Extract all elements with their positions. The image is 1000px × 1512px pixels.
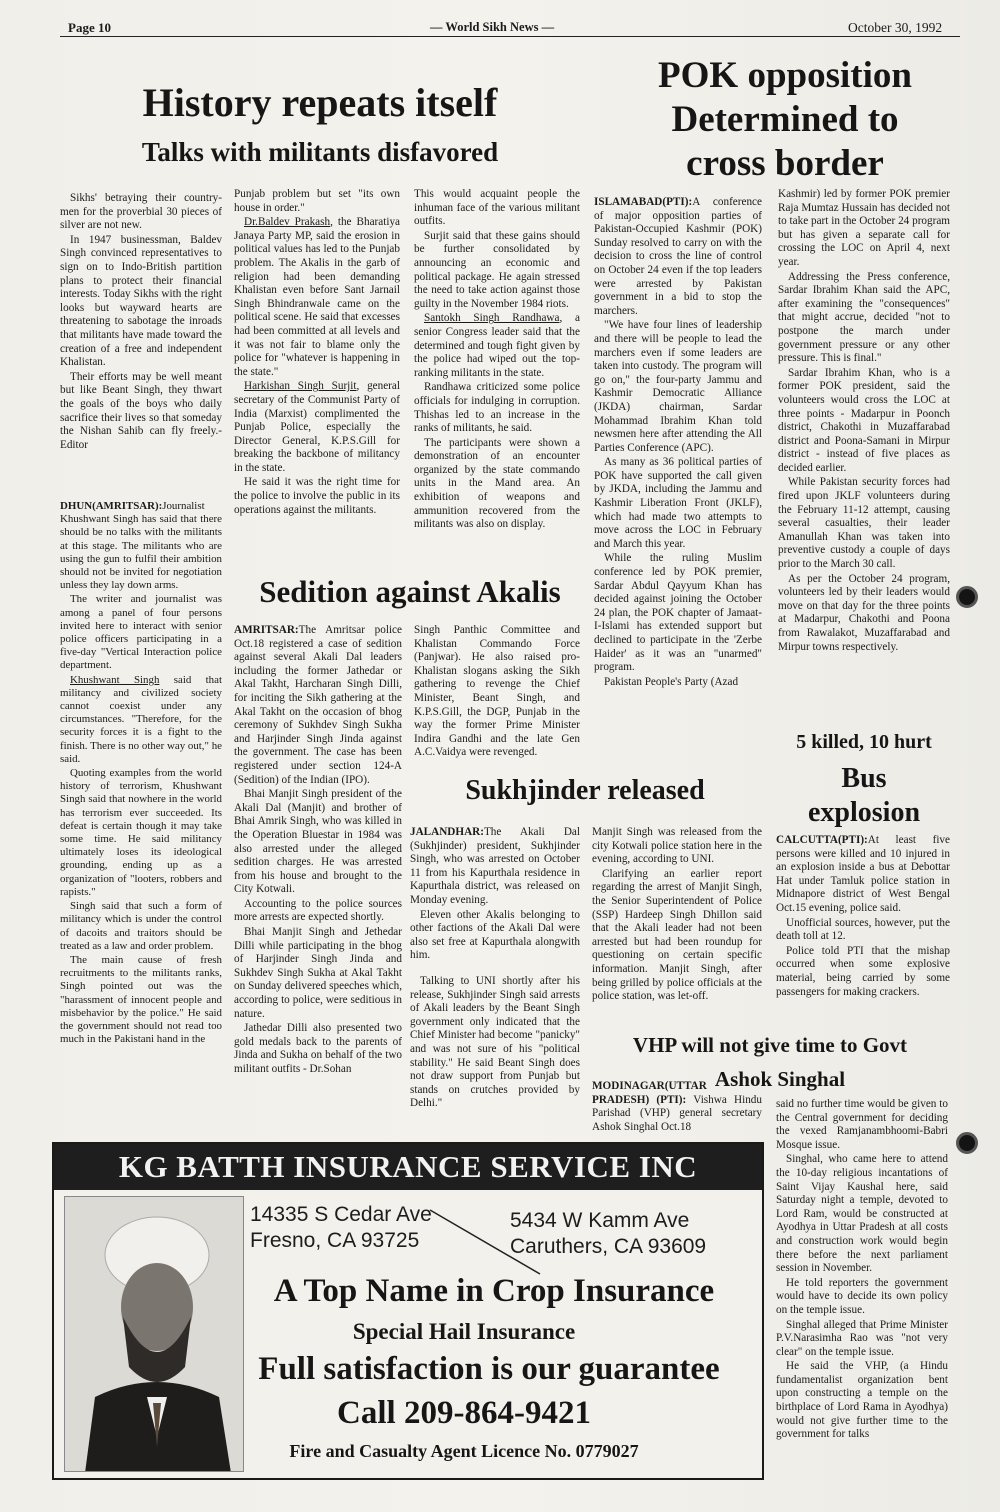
paragraph: Dr.Baldev Prakash, the Bharatiya Janaya Party MP, said the erosion in political values has led to the Punjab problem. The Akalis in the garb of religion had been demanding Khalistan even before Sant Jarnail Singh Bhindranwale came on the political scene. He said that excesses had been committed at all levels and it was not fair to blame only the police for "whatever is happening in the state." [234,216,400,378]
paragraph: Addressing the Press conference, Sardar Ibrahim Khan said the APC, after examining the "consequences" that might accrue, decided "not to postpone the march under government pressure or any other pressure. This is final." [778,270,950,365]
dateline: AMRITSAR: [234,624,299,636]
paragraph: Sikhs' betraying their country-men for the proverbial 30 pieces of silver are not new. [60,192,222,232]
headline-line: explosion [807,797,921,828]
sedition-col-a [234,624,402,1078]
paragraph: Singh Panthic Committee and Khalistan Commando Force (Panjwar). He also raised pro-Khalistan slogans asking the Sikh gathering to revenge the Chief Minister, Beant Singh, and K.P.S.Gill, the DGP, Punjab in the way the former Prime Minister Indira Gandhi and the late Gen A.C.Vaidya were revenged. [414,624,580,759]
paragraph: Clarifying an earlier report regarding the arrest of Manjit Singh, the Senior Superintendent of Police (SSP) Hardeep Singh Dhillon said that the Akali leader had not been arrested but had been roundup for questioning on certain specific information. Manjit Singh, after being grilled by police officials at the police station, was let-off. [592,867,762,1003]
ad-hail: Special Hail Insurance [352,1319,576,1344]
paragraph: As per the October 24 program, volunteers led by their leaders would move on that day for the three points at Madarpur, Chakothi and Poona from Rawalakot, Muzaffarabad and Mirpur towns respectively. [778,572,950,653]
paragraph: Harkishan Singh Surjit, general secretary of the Communist Party of India (Marxist) complimented the Punjab Police, especially the Director General, K.P.S.Gill for breaking the backbone of militancy in the state. [234,380,400,474]
history-col-3 [414,188,580,533]
dateline: MODINAGAR(UTTAR PRADESH) (PTI): [592,1080,707,1106]
pok-col-a [594,196,762,690]
bus-kicker: 5 killed, 10 hurt [796,731,932,753]
paragraph: Khushwant Singh said that militancy and civilized society cannot coexist under any circumstances. "Therefore, for the security forces it is a fight to the finish. There is no other way out," he said. [60,673,222,765]
vhp-subhead: Ashok Singhal [714,1067,846,1091]
paragraph: In 1947 businessman, Baldev Singh convinced representatives to sign on to Indo-British partition plans to protect their financial interests. Today Sikhs with the right looks but wayward hearts are threatening to sabotage the inroads that militants have made toward the creation of a free and independent Khalistan. [60,233,222,369]
paragraph: The main cause of fresh recruitments to the militants ranks, Singh pointed out was the "harassment of innocent people and misbehavior by the police." He said the government should not read too much in the Pakistani hand in the [60,953,222,1046]
headline-line: POK opposition [658,55,912,96]
editorial-note [60,192,222,453]
agent-photo [64,1196,244,1472]
ad-licence: Fire and Casualty Agent Licence No. 0779027 [289,1441,639,1461]
portrait-image [65,1197,244,1472]
header-rule [60,36,960,37]
paragraph: Bhai Manjit Singh president of the Akali Dal (Manjit) and brother of Bhai Amrik Singh, who was killed in the Operation Bluestar in 1984 was also arrested under the alleged sedition charges. He was arrested from his house and brought to the City Kotwali. [234,788,402,896]
paragraph: Santokh Singh Randhawa, a senior Congress leader said that the determined and tough fight given by the police had wiped out the top-ranking militants in the state. [414,312,580,379]
paragraph: JALANDHAR:The Akali Dal (Sukhjinder) president, Sukhjinder Singh, who was arrested on October 11 from his Kapurthala residence in Kapurthala district, was released on Monday evening. [410,826,580,906]
history-col-1 [60,500,222,1047]
paragraph: He told reporters the government would have to decide its own policy on the temple issue. [776,1276,948,1316]
paragraph: Singhal alleged that Prime Minister P.V.Narasimha Rao was "not very clear" on the temple issue. [776,1318,948,1358]
name-underlined: Harkishan Singh Surjit [244,380,357,393]
headline-line: cross border [686,143,884,184]
address-line: Caruthers, CA 93609 [510,1235,707,1258]
paragraph: ISLAMABAD(PTI):A conference of major opposition parties of Pakistan-Occupied Kashmir (POK) Sunday resolved to carry on with the decision to cross the line of control on October 24 even if the top leaders were arrested by Pakistan government in a bid to stop the marchers. [594,196,762,317]
paragraph: "We have four lines of leadership and there will be people to lead the marchers even if some leaders are taken into custody. The program will go on," the four-party Jammu and Kashmir Democratic Alliance (JKDA) chairman, Sardar Mohammad Ibrahim Khan told newsmen here after attending the All Parties Conference (APC). [594,319,762,454]
paragraph: Kashmir) led by former POK premier Raja Mumtaz Hussain has decided not to take part in the October 24 program but has given a separate call for crossing the LOC on April 4, next year. [778,188,950,268]
paragraph: Singh said that such a form of militancy which is under the control of dacoits and traitors should be treated as a law and order problem. [60,900,222,952]
paragraph: He said it was the right time for the police to involve the public in its operations against the militants. [234,476,400,516]
binder-hole [956,1132,978,1154]
paragraph: Unofficial sources, however, put the death toll at 12. [776,916,950,943]
paragraph: While the ruling Muslim conference led by POK premier, Sardar Abdul Qayyum Khan has decided against joining the October 24 plan, the POK chapter of Jamaat-I-Islami has extended support but declined to participate in the 'Zerbe Haider' as it was an "unarmed" program. [594,552,762,674]
vhp-col-a [592,1080,762,1135]
paragraph: Their efforts may be well meant but like Beant Singh, they thwart the goals of the boys who daily sacrifice their lives so that someday the Nishan Sahib can fly freely.-Editor [60,370,222,451]
paragraph: Eleven other Akalis belonging to other factions of the Akali Dal were also set free at Kapurthala alongwith him. [410,908,580,962]
history-col-2 [234,188,400,518]
vhp-headline: VHP will not give time to Govt [632,1033,908,1057]
sukhjinder-headline: Sukhjinder released [465,775,705,806]
paragraph: Singhal, who came here to attend the 10-day religious incantations of Saint Vijay Kaushal here, said Saturday night a temple, devoted to Lord Ram, would be constructed at Ayodhya in Uttar Pradesh at all costs and construction work would begin there before the next parliament session in November. [776,1153,948,1275]
bus-headline [776,762,952,830]
paragraph: Punjab problem but set "its own house in order." [234,188,400,214]
paragraph: Sardar Ibrahim Khan, who is a former POK president, said the volunteers would cross the LOC at three points - Madarpur in Poonch district, Chakothi in Muzaffarabad district and Poona-Samani in Mirpur district - instead of five places as decided earlier. [778,366,950,474]
dateline: ISLAMABAD(PTI): [594,196,693,208]
paragraph: Surjit said that these gains should be further consolidated by announcing an economic and political package. He again stressed the need to take action against those guilty in the November 1984 riots. [414,229,580,310]
paragraph: The participants were shown a demonstration of an encounter organized by the state commando units in the Mand area. An exhibition of weapons and ammunition recovered from the militants was also on display. [414,436,580,531]
dateline: DHUN(AMRITSAR): [60,500,163,512]
address-fresno [250,1202,432,1254]
pok-col-b [778,188,950,655]
sukhjinder-col-b [592,826,762,1005]
bus-body [776,834,950,1000]
paragraph: While Pakistan security forces had fired upon JKLF volunteers during the February 11-12 attempt, causing several casualties, their leader Amanullah Khan was taken into preventive custody a couple of days prior to the March 30 call. [778,476,950,571]
ad-tagline: A Top Name in Crop Insurance [273,1273,715,1309]
paragraph: He said the VHP, (a Hindu fundamentalist organization bent upon constructing a temple on the birthplace of Lord Rama in Ayodhya) would not give further time to the government for talks [776,1360,948,1441]
address-line: 5434 W Kamm Ave [510,1209,690,1232]
paragraph: The writer and journalist was among a panel of four persons invited here to interact with senior police officers participating in a five-day "Vertical Interaction police department. [60,593,222,672]
paragraph: Accounting to the police sources more arrests are expected shortly. [234,897,402,924]
paragraph: Randhawa criticized some police officials for indulging in corruption. Thishas led to an increase in the ranks of militants, he said. [414,381,580,435]
paragraph: CALCUTTA(PTI):At least five persons were killed and 10 injured in an explosion inside a bus at Debottar Hat under Tamluk police station in Midnapore district of West Bengal Oct.15 evening, police said. [776,834,950,914]
name-underlined: Khushwant Singh [70,673,160,686]
paragraph: This would acquaint people the inhuman face of the various militant outfits. [414,188,580,228]
paragraph: Jathedar Dilli also presented two gold medals back to the parents of Jinda and Sukha on behalf of the two militant outfits - Dr.Sohan [234,1022,402,1075]
name-underlined: Dr.Baldev Prakash [244,216,331,229]
sukhjinder-col-a [410,826,580,1112]
paragraph: MODINAGAR(UTTAR PRADESH) (PTI): Vishwa Hindu Parishad (VHP) general secretary Ashok Singhal Oct.18 [592,1080,762,1133]
insurance-advertisement [52,1142,764,1480]
paragraph: said no further time would be given to the Central government for deciding the vexed Ramjanambhoomi-Babri Mosque issue. [776,1098,948,1151]
address-line: 14335 S Cedar Ave [250,1203,432,1226]
headline-line: Determined to [671,99,899,140]
name-underlined: Santokh Singh Randhawa [424,312,560,325]
issue-date: October 30, 1992 [848,20,943,35]
paragraph: As many as 36 political parties of POK have supported the call given by JKDA, including the Jammu and Kashmir Liberation Front (JKLF), which had made two attempts to move across the LOC in February and March this year. [594,456,762,550]
page-number: Page 10 [68,20,111,35]
binder-hole [956,586,978,608]
address-line: Fresno, CA 93725 [250,1229,420,1252]
address-caruthers [510,1208,706,1260]
dateline: CALCUTTA(PTI): [776,834,868,846]
sedition-col-b [414,624,580,761]
ad-banner: KG BATTH INSURANCE SERVICE INC [54,1144,762,1190]
paragraph: Quoting examples from the world history of terrorism, Khushwant Singh said that nowhere in the world has terrorism ever succeeded. Its defeat is certain though it may take some time. He said militancy ultimately loses its ideological grounding, ending up as a organization of "looters, robbers and rapists." [60,767,222,898]
ad-guarantee: Full satisfaction is our guarantee [258,1351,720,1387]
ad-phone: Call 209-864-9421 [337,1395,591,1431]
history-headline: History repeats itself [142,80,498,125]
paragraph: Talking to UNI shortly after his release, Sukhjinder Singh said arrests of Akali leaders by the Beant Singh government only indicated that the Chief Minister had become "panicky" and was not sure of his "political stability." He said Beant Singh does not draw support from Punjab but stands on crutches provided by Delhi." [410,974,580,1110]
paragraph: DHUN(AMRITSAR):Journalist Khushwant Singh has said that there should be no talks with the militants at this stage. The militants who are using the gun to fulfil their ambition should not be invited for negotiation unless they lay down arms. [60,500,222,592]
paragraph: Police told PTI that the mishap occurred when some explosive material, being carried by some passengers for making crackers. [776,944,950,998]
paragraph: Pakistan People's Party (Azad [604,675,739,688]
paragraph: Bhai Manjit Singh and Jethedar Dilli while participating in the bhog of Harjinder Singh Jinda and Sukhdev Singh Sukha at Akal Takht on Sunday delivered speeches which, according to police, were seditious in nature. [234,926,402,1020]
paragraph: Manjit Singh was released from the city Kotwali police station here in the evening, according to UNI. [592,826,762,866]
history-subhead: Talks with militants disfavored [141,137,499,167]
headline-line: Bus [841,763,887,794]
paragraph: AMRITSAR:The Amritsar police Oct.18 registered a case of sedition against several Akali Dal leaders including the former Jathedar or Akal Takht, Harcharan Singh Dilli, for inciting the Sikh gathering at the Akal Takht on the occasion of bhog ceremony of Sukhdev Singh Sukha and Harjinder Singh Jinda against the government. The case has been registered under section 124-A (Sedition) of the Indian (IPO). [234,624,402,786]
vhp-col-b [776,1098,948,1443]
paper-name: — World Sikh News — [430,20,555,34]
sedition-headline: Sedition against Akalis [259,574,561,609]
dateline: JALANDHAR: [410,826,484,838]
pok-headline [610,54,960,186]
